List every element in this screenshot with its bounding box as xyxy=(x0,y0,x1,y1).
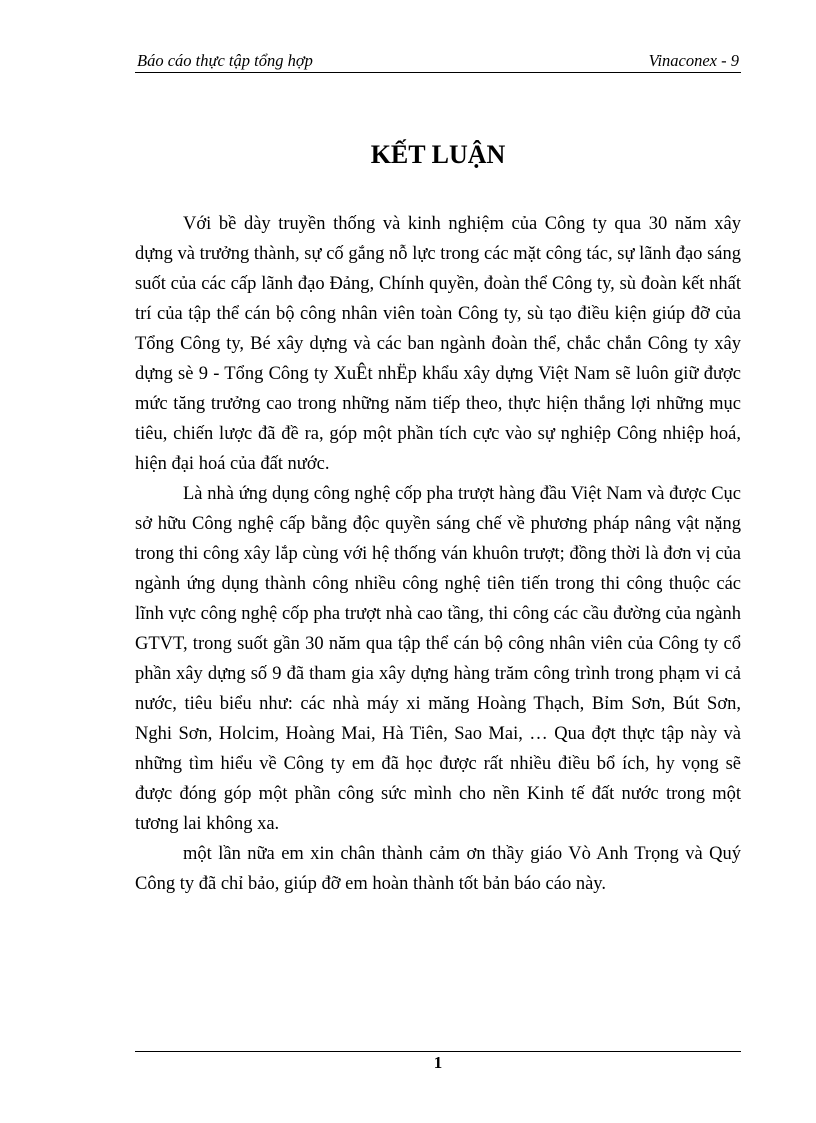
page-title: KẾT LUẬN xyxy=(370,140,506,169)
document-body xyxy=(135,209,741,899)
page-header xyxy=(135,50,741,73)
paragraph-3: một lần nữa em xin chân thành cảm ơn thầy giáo Vò Anh Trọng và Quý Công ty đã chỉ bảo, giúp đỡ em hoàn thành tốt bản báo cáo này. xyxy=(135,844,741,894)
footer-divider xyxy=(135,1051,741,1052)
header-company-name: Vinaconex - 9 xyxy=(648,51,739,70)
page-number: 1 xyxy=(433,1053,443,1072)
header-report-title: Báo cáo thực tập tổng hợp xyxy=(137,51,313,70)
paragraph-2: Là nhà ứng dụng công nghệ cốp pha trượt hàng đầu Việt Nam và được Cục sở hữu Công nghệ cấp bằng độc quyền sáng chế về phương pháp nâng vật nặng trong thi công xây lắp cùng với hệ thống ván khuôn trượt; đồng thời là đơn vị của ngành ứng dụng thành công nhiều công nghệ tiên tiến trong thi công thuộc các lĩnh vực công nghệ cốp pha trượt nhà cao tầng, thi công các cầu đường của ngành GTVT, trong suốt gần 30 năm qua tập thể cán bộ công nhân viên của Công ty cổ phần xây dựng số 9 đã tham gia xây dựng hàng trăm công trình trong phạm vi cả nước, tiêu biểu như: các nhà máy xi măng Hoàng Thạch, Bỉm Sơn, Bút Sơn, Nghi Sơn, Holcim, Hoàng Mai, Hà Tiên, Sao Mai, … Qua đợt thực tập này và những tìm hiểu về Công ty em đã học được rất nhiều điều bổ ích, hy vọng sẽ được đóng góp một phần công sức mình cho nền Kinh tế đất nước trong một tương lai không xa. xyxy=(135,484,741,834)
paragraph-1: Với bề dày truyền thống và kinh nghiệm của Công ty qua 30 năm xây dựng và trưởng thành, sự cố gắng nỗ lực trong các mặt công tác, sự lãnh đạo sáng suốt của các cấp lãnh đạo Đảng, Chính quyền, đoàn thể Công ty, sù đoàn kết nhất trí của tập thể cán bộ công nhân viên toàn Công ty, sù tạo điều kiện giúp đỡ của Tổng Công ty, Bé xây dựng và các ban ngành đoàn thể, chắc chắn Công ty xây dựng sè 9 - Tổng Công ty XuÊt nhËp khẩu xây dựng Việt Nam sẽ luôn giữ được mức tăng trưởng cao trong những năm tiếp theo, thực hiện thắng lợi những mục tiêu, chiến lược đã đề ra, góp một phần tích cực vào sự nghiệp Công nhiệp hoá, hiện đại hoá của đất nước. xyxy=(135,214,741,474)
